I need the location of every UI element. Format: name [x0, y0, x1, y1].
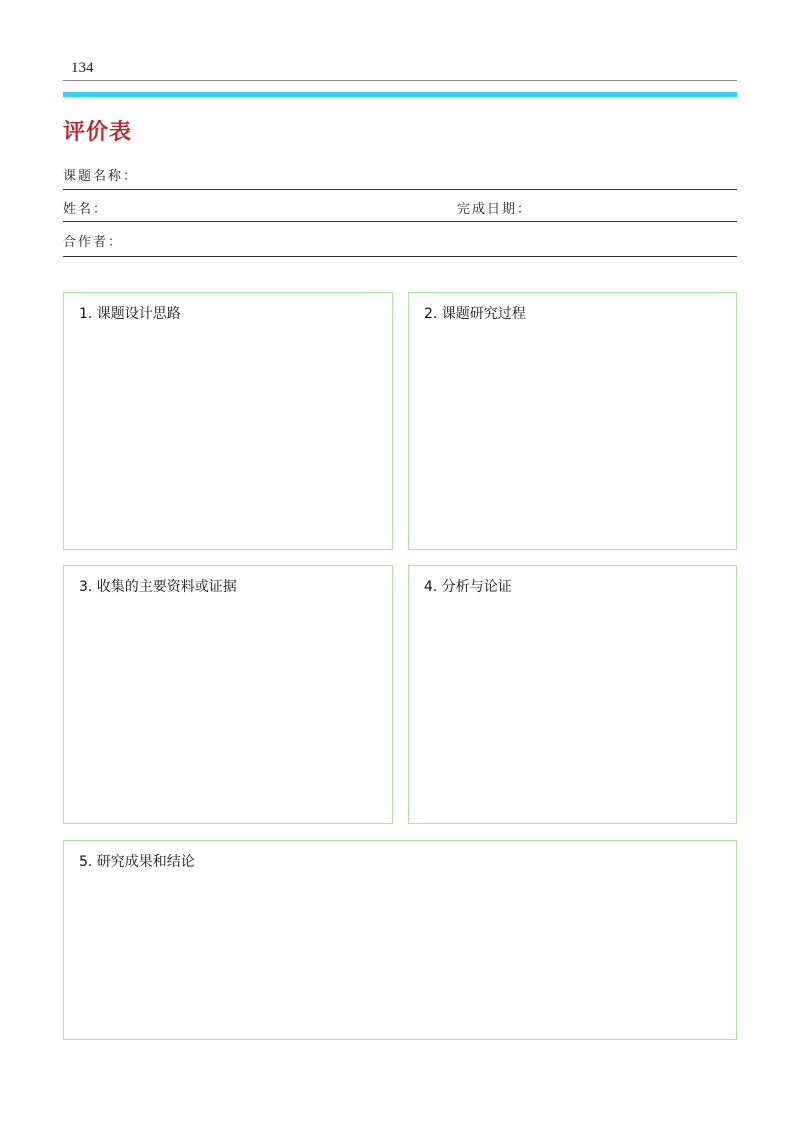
page-title: 评价表 [63, 120, 133, 145]
section-box-design-idea[interactable] [63, 292, 393, 550]
section-title: 4. 分析与论证 [424, 579, 512, 595]
topic-label: 课题名称： [63, 169, 139, 184]
collaborator-field-line[interactable] [63, 256, 737, 257]
section-box-research-process[interactable] [408, 292, 737, 550]
page-number: 134 [71, 60, 94, 76]
section-box-results[interactable] [63, 840, 737, 1040]
accent-bar [63, 92, 737, 97]
section-title: 3. 收集的主要资料或证据 [79, 579, 237, 595]
name-label: 姓名： [63, 202, 109, 217]
collaborator-label: 合作者： [63, 235, 124, 250]
section-title: 2. 课题研究过程 [424, 306, 526, 322]
section-title: 5. 研究成果和结论 [79, 854, 195, 870]
section-box-analysis[interactable] [408, 565, 737, 824]
section-box-evidence[interactable] [63, 565, 393, 824]
name-date-field-line[interactable] [63, 221, 737, 222]
topic-field-line[interactable] [63, 189, 737, 190]
header-rule [63, 80, 737, 81]
date-label: 完成日期： [457, 202, 533, 217]
section-title: 1. 课题设计思路 [79, 306, 181, 322]
